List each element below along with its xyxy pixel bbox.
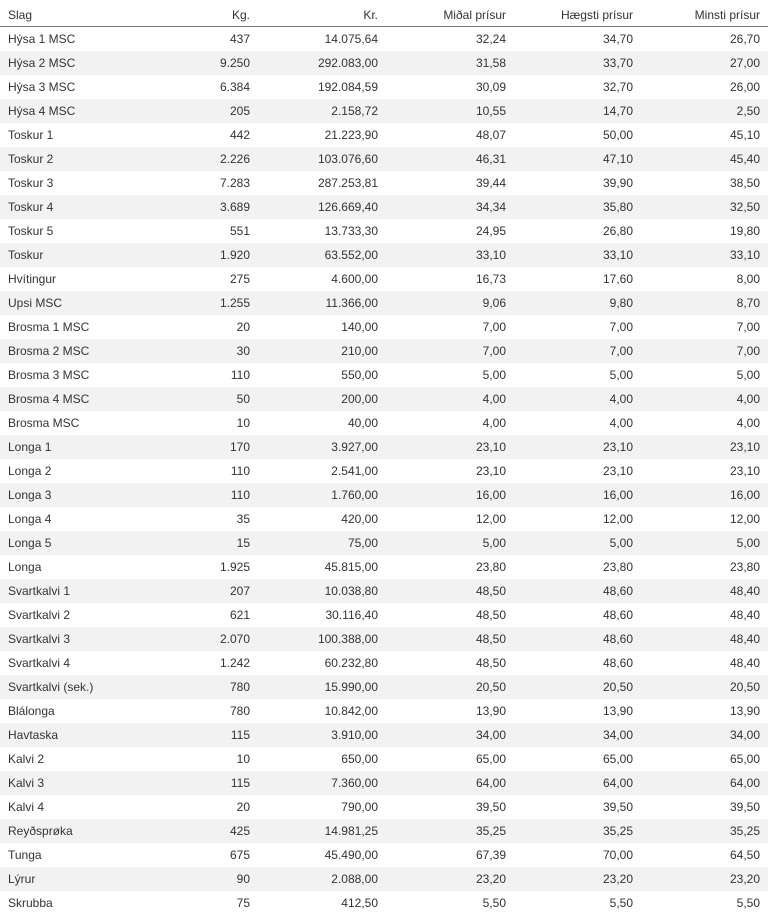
kg-cell: 15 bbox=[150, 531, 258, 555]
kr-cell: 7.360,00 bbox=[258, 771, 386, 795]
species-cell: Brosma MSC bbox=[8, 416, 80, 430]
avg-price-cell: 9,06 bbox=[386, 291, 514, 315]
max-price-cell: 14,70 bbox=[514, 99, 641, 123]
table-row bbox=[0, 507, 768, 531]
species-cell: Tunga bbox=[8, 848, 42, 862]
kg-cell: 170 bbox=[150, 435, 258, 459]
kg-cell: 425 bbox=[150, 819, 258, 843]
table-row bbox=[0, 459, 768, 483]
table-row bbox=[0, 435, 768, 459]
kr-cell: 14.981,25 bbox=[258, 819, 386, 843]
kg-cell: 90 bbox=[150, 867, 258, 891]
min-price-cell: 12,00 bbox=[729, 512, 760, 526]
table-row bbox=[0, 267, 768, 291]
table-row bbox=[0, 27, 768, 52]
kr-cell: 2.088,00 bbox=[258, 867, 386, 891]
max-price-cell: 48,60 bbox=[602, 656, 633, 670]
kg-cell: 6.384 bbox=[219, 80, 250, 94]
kg-cell: 20 bbox=[236, 320, 250, 334]
kr-cell: 15.990,00 bbox=[258, 675, 386, 699]
table-row bbox=[0, 843, 768, 867]
min-price-cell: 5,00 bbox=[641, 531, 768, 555]
kr-cell: 21.223,90 bbox=[324, 128, 378, 142]
max-price-cell: 48,60 bbox=[514, 579, 641, 603]
species-cell: Longa 3 bbox=[0, 483, 150, 507]
max-price-cell: 34,70 bbox=[602, 32, 633, 46]
max-price-cell: 23,10 bbox=[514, 435, 641, 459]
avg-price-cell: 24,95 bbox=[475, 224, 506, 238]
kr-cell: 4.600,00 bbox=[331, 272, 378, 286]
species-cell: Toskur bbox=[0, 243, 150, 267]
avg-price-cell: 67,39 bbox=[475, 848, 506, 862]
table-row bbox=[0, 387, 768, 411]
max-price-cell: 12,00 bbox=[602, 512, 633, 526]
table-row bbox=[0, 651, 768, 675]
column-header-avg-price: Miðal prísur bbox=[386, 4, 514, 27]
kg-cell: 205 bbox=[150, 99, 258, 123]
avg-price-cell: 5,50 bbox=[482, 896, 506, 910]
kr-cell: 192.084,59 bbox=[317, 80, 378, 94]
species-cell: Hýsa 4 MSC bbox=[0, 99, 150, 123]
kg-cell: 50 bbox=[150, 387, 258, 411]
min-price-cell: 65,00 bbox=[729, 752, 760, 766]
kg-cell: 110 bbox=[230, 464, 250, 478]
kg-cell: 442 bbox=[229, 128, 250, 142]
avg-price-cell: 48,50 bbox=[475, 608, 506, 622]
min-price-cell: 64,00 bbox=[641, 771, 768, 795]
species-cell: Lýrur bbox=[0, 867, 150, 891]
max-price-cell: 26,80 bbox=[602, 224, 633, 238]
species-cell: Svartkalvi 3 bbox=[0, 627, 150, 651]
species-cell: Blálonga bbox=[8, 704, 55, 718]
table-row bbox=[0, 315, 768, 339]
kg-cell: 621 bbox=[229, 608, 250, 622]
avg-price-cell: 64,00 bbox=[386, 771, 514, 795]
table-row bbox=[0, 75, 768, 99]
species-cell: Brosma 3 MSC bbox=[8, 368, 90, 382]
species-cell: Upsi MSC bbox=[0, 291, 150, 315]
table-row bbox=[0, 723, 768, 747]
avg-price-cell: 5,00 bbox=[386, 531, 514, 555]
min-price-cell: 45,40 bbox=[641, 147, 768, 171]
min-price-cell: 16,00 bbox=[641, 483, 768, 507]
avg-price-cell: 23,10 bbox=[475, 464, 506, 478]
avg-price-cell: 46,31 bbox=[386, 147, 514, 171]
kr-cell: 2.158,72 bbox=[258, 99, 386, 123]
max-price-cell: 47,10 bbox=[514, 147, 641, 171]
kr-cell: 45.490,00 bbox=[324, 848, 378, 862]
kr-cell: 11.366,00 bbox=[258, 291, 386, 315]
table-row bbox=[0, 147, 768, 171]
table-header bbox=[0, 4, 768, 27]
min-price-cell: 2,50 bbox=[641, 99, 768, 123]
avg-price-cell: 39,44 bbox=[475, 176, 506, 190]
table-row bbox=[0, 411, 768, 435]
species-cell: Reyðsprøka bbox=[0, 819, 150, 843]
max-price-cell: 4,00 bbox=[514, 387, 641, 411]
column-header-min-price: Minsti prísur bbox=[641, 4, 768, 27]
kg-cell: 1.242 bbox=[219, 656, 250, 670]
avg-price-cell: 12,00 bbox=[475, 512, 506, 526]
species-cell: Brosma 2 MSC bbox=[0, 339, 150, 363]
max-price-cell: 50,00 bbox=[602, 128, 633, 142]
max-price-cell: 23,80 bbox=[602, 560, 633, 574]
species-cell: Svartkalvi 2 bbox=[8, 608, 71, 622]
kr-cell: 10.842,00 bbox=[324, 704, 378, 718]
kr-cell: 3.910,00 bbox=[258, 723, 386, 747]
table-row bbox=[0, 123, 768, 147]
species-cell: Longa bbox=[8, 560, 42, 574]
kg-cell: 2.070 bbox=[150, 627, 258, 651]
min-price-cell: 23,80 bbox=[729, 560, 760, 574]
kr-cell: 1.760,00 bbox=[258, 483, 386, 507]
min-price-cell: 7,00 bbox=[736, 320, 760, 334]
max-price-cell: 64,00 bbox=[514, 771, 641, 795]
avg-price-cell: 33,10 bbox=[386, 243, 514, 267]
min-price-cell: 8,00 bbox=[736, 272, 760, 286]
table-row bbox=[0, 531, 768, 555]
kr-cell: 550,00 bbox=[341, 368, 378, 382]
min-price-cell: 13,90 bbox=[729, 704, 760, 718]
avg-price-cell: 31,58 bbox=[386, 51, 514, 75]
kr-cell: 14.075,64 bbox=[324, 32, 378, 46]
kg-cell: 780 bbox=[150, 675, 258, 699]
column-header-kr: Kr. bbox=[258, 4, 386, 27]
min-price-cell: 26,70 bbox=[729, 32, 760, 46]
min-price-cell: 4,00 bbox=[641, 387, 768, 411]
min-price-cell: 26,00 bbox=[729, 80, 760, 94]
kg-cell: 437 bbox=[229, 32, 250, 46]
species-cell: Toskur 1 bbox=[8, 128, 54, 142]
min-price-cell: 23,10 bbox=[729, 464, 760, 478]
species-cell: Brosma 4 MSC bbox=[0, 387, 150, 411]
kg-cell: 675 bbox=[229, 848, 250, 862]
avg-price-cell: 5,00 bbox=[482, 368, 506, 382]
kr-cell: 200,00 bbox=[258, 387, 386, 411]
kg-cell: 110 bbox=[230, 368, 250, 382]
kg-cell: 35 bbox=[236, 512, 250, 526]
kr-cell: 63.552,00 bbox=[258, 243, 386, 267]
table-row bbox=[0, 579, 768, 603]
kg-cell: 115 bbox=[150, 723, 258, 747]
max-price-cell: 23,20 bbox=[514, 867, 641, 891]
max-price-cell: 33,70 bbox=[514, 51, 641, 75]
table-row bbox=[0, 195, 768, 219]
kr-cell: 126.669,40 bbox=[258, 195, 386, 219]
min-price-cell: 32,50 bbox=[641, 195, 768, 219]
min-price-cell: 38,50 bbox=[729, 176, 760, 190]
avg-price-cell: 30,09 bbox=[475, 80, 506, 94]
kr-cell: 210,00 bbox=[258, 339, 386, 363]
max-price-cell: 5,50 bbox=[609, 896, 633, 910]
kr-cell: 40,00 bbox=[347, 416, 378, 430]
kr-cell: 2.541,00 bbox=[331, 464, 378, 478]
table-row bbox=[0, 51, 768, 75]
min-price-cell: 39,50 bbox=[729, 800, 760, 814]
kr-cell: 3.927,00 bbox=[258, 435, 386, 459]
table-row bbox=[0, 339, 768, 363]
min-price-cell: 4,00 bbox=[736, 416, 760, 430]
max-price-cell: 7,00 bbox=[609, 320, 633, 334]
species-cell: Longa 4 bbox=[8, 512, 52, 526]
species-cell: Hvítingur bbox=[8, 272, 57, 286]
table-row bbox=[0, 771, 768, 795]
kg-cell: 20 bbox=[236, 800, 250, 814]
column-header-kg: Kg. bbox=[150, 4, 258, 27]
kg-cell: 10 bbox=[236, 416, 250, 430]
kr-cell: 650,00 bbox=[341, 752, 378, 766]
max-price-cell: 16,00 bbox=[514, 483, 641, 507]
avg-price-cell: 7,00 bbox=[482, 320, 506, 334]
min-price-cell: 20,50 bbox=[641, 675, 768, 699]
avg-price-cell: 4,00 bbox=[482, 416, 506, 430]
species-cell: Svartkalvi 4 bbox=[8, 656, 71, 670]
table-row bbox=[0, 291, 768, 315]
max-price-cell: 48,60 bbox=[514, 627, 641, 651]
species-cell: Toskur 3 bbox=[8, 176, 54, 190]
min-price-cell: 23,10 bbox=[641, 435, 768, 459]
kg-cell: 1.925 bbox=[219, 560, 250, 574]
min-price-cell: 48,40 bbox=[729, 608, 760, 622]
table-row bbox=[0, 171, 768, 195]
species-cell: Kalvi 3 bbox=[0, 771, 150, 795]
max-price-cell: 65,00 bbox=[602, 752, 633, 766]
avg-price-cell: 39,50 bbox=[475, 800, 506, 814]
max-price-cell: 13,90 bbox=[602, 704, 633, 718]
max-price-cell: 7,00 bbox=[514, 339, 641, 363]
avg-price-cell: 35,25 bbox=[386, 819, 514, 843]
kg-cell: 115 bbox=[150, 771, 258, 795]
column-header-slag: Slag bbox=[0, 4, 150, 27]
kg-cell: 9.250 bbox=[150, 51, 258, 75]
kg-cell: 2.226 bbox=[150, 147, 258, 171]
kg-cell: 275 bbox=[229, 272, 250, 286]
avg-price-cell: 23,80 bbox=[475, 560, 506, 574]
table-row bbox=[0, 795, 768, 819]
max-price-cell: 70,00 bbox=[602, 848, 633, 862]
kr-cell: 100.388,00 bbox=[258, 627, 386, 651]
min-price-cell: 48,40 bbox=[641, 579, 768, 603]
min-price-cell: 5,50 bbox=[736, 896, 760, 910]
kg-cell: 3.689 bbox=[150, 195, 258, 219]
kg-cell: 207 bbox=[150, 579, 258, 603]
max-price-cell: 35,80 bbox=[514, 195, 641, 219]
species-cell: Kalvi 4 bbox=[8, 800, 45, 814]
species-cell: Toskur 4 bbox=[0, 195, 150, 219]
avg-price-cell: 20,50 bbox=[386, 675, 514, 699]
species-cell: Svartkalvi 1 bbox=[0, 579, 150, 603]
max-price-cell: 33,10 bbox=[514, 243, 641, 267]
max-price-cell: 9,80 bbox=[514, 291, 641, 315]
kg-cell: 551 bbox=[229, 224, 250, 238]
kr-cell: 75,00 bbox=[258, 531, 386, 555]
avg-price-cell: 4,00 bbox=[386, 387, 514, 411]
table-row bbox=[0, 699, 768, 723]
price-table bbox=[0, 4, 768, 915]
max-price-cell: 35,25 bbox=[514, 819, 641, 843]
species-cell: Hýsa 1 MSC bbox=[8, 32, 76, 46]
kg-cell: 110 bbox=[150, 483, 258, 507]
avg-price-cell: 16,73 bbox=[475, 272, 506, 286]
avg-price-cell: 23,20 bbox=[386, 867, 514, 891]
species-cell: Svartkalvi (sek.) bbox=[0, 675, 150, 699]
kr-cell: 790,00 bbox=[341, 800, 378, 814]
kr-cell: 103.076,60 bbox=[258, 147, 386, 171]
min-price-cell: 48,40 bbox=[729, 656, 760, 670]
kr-cell: 140,00 bbox=[341, 320, 378, 334]
kr-cell: 412,50 bbox=[341, 896, 378, 910]
min-price-cell: 27,00 bbox=[641, 51, 768, 75]
species-cell: Longa 1 bbox=[0, 435, 150, 459]
kg-cell: 7.283 bbox=[219, 176, 250, 190]
kg-cell: 30 bbox=[150, 339, 258, 363]
min-price-cell: 23,20 bbox=[641, 867, 768, 891]
min-price-cell: 34,00 bbox=[641, 723, 768, 747]
avg-price-cell: 13,90 bbox=[475, 704, 506, 718]
max-price-cell: 48,60 bbox=[602, 608, 633, 622]
max-price-cell: 32,70 bbox=[602, 80, 633, 94]
table-row bbox=[0, 99, 768, 123]
min-price-cell: 45,10 bbox=[729, 128, 760, 142]
avg-price-cell: 48,50 bbox=[386, 579, 514, 603]
avg-price-cell: 34,34 bbox=[386, 195, 514, 219]
max-price-cell: 17,60 bbox=[602, 272, 633, 286]
max-price-cell: 39,50 bbox=[602, 800, 633, 814]
species-cell: Brosma 1 MSC bbox=[8, 320, 90, 334]
min-price-cell: 7,00 bbox=[641, 339, 768, 363]
species-cell: Hýsa 3 MSC bbox=[8, 80, 76, 94]
min-price-cell: 8,70 bbox=[641, 291, 768, 315]
kr-cell: 45.815,00 bbox=[324, 560, 378, 574]
kr-cell: 30.116,40 bbox=[325, 608, 378, 622]
avg-price-cell: 23,10 bbox=[386, 435, 514, 459]
max-price-cell: 4,00 bbox=[609, 416, 633, 430]
table-row bbox=[0, 363, 768, 387]
species-cell: Skrubba bbox=[8, 896, 53, 910]
avg-price-cell: 48,50 bbox=[386, 627, 514, 651]
max-price-cell: 23,10 bbox=[602, 464, 633, 478]
avg-price-cell: 48,07 bbox=[475, 128, 506, 142]
species-cell: Toskur 5 bbox=[8, 224, 54, 238]
kr-cell: 292.083,00 bbox=[258, 51, 386, 75]
kr-cell: 287.253,81 bbox=[317, 176, 378, 190]
min-price-cell: 19,80 bbox=[729, 224, 760, 238]
table-row bbox=[0, 867, 768, 891]
max-price-cell: 34,00 bbox=[514, 723, 641, 747]
kr-cell: 10.038,80 bbox=[258, 579, 386, 603]
kg-cell: 1.920 bbox=[150, 243, 258, 267]
min-price-cell: 64,50 bbox=[729, 848, 760, 862]
min-price-cell: 35,25 bbox=[641, 819, 768, 843]
table-row bbox=[0, 483, 768, 507]
avg-price-cell: 16,00 bbox=[386, 483, 514, 507]
max-price-cell: 5,00 bbox=[609, 368, 633, 382]
kr-cell: 13.733,30 bbox=[324, 224, 378, 238]
table-row bbox=[0, 675, 768, 699]
kg-cell: 75 bbox=[236, 896, 250, 910]
table-row bbox=[0, 243, 768, 267]
avg-price-cell: 32,24 bbox=[475, 32, 506, 46]
kr-cell: 420,00 bbox=[341, 512, 378, 526]
header-row bbox=[0, 4, 768, 27]
table-row bbox=[0, 891, 768, 915]
min-price-cell: 5,00 bbox=[736, 368, 760, 382]
min-price-cell: 48,40 bbox=[641, 627, 768, 651]
max-price-cell: 20,50 bbox=[514, 675, 641, 699]
avg-price-cell: 7,00 bbox=[386, 339, 514, 363]
table-row bbox=[0, 627, 768, 651]
species-cell: Toskur 2 bbox=[0, 147, 150, 171]
kr-cell: 60.232,80 bbox=[324, 656, 378, 670]
table-row bbox=[0, 219, 768, 243]
avg-price-cell: 48,50 bbox=[475, 656, 506, 670]
species-cell: Havtaska bbox=[0, 723, 150, 747]
table-row bbox=[0, 819, 768, 843]
table-row bbox=[0, 747, 768, 771]
table-body bbox=[0, 27, 768, 916]
max-price-cell: 39,90 bbox=[602, 176, 633, 190]
column-header-max-price: Hægsti prísur bbox=[514, 4, 641, 27]
species-cell: Longa 2 bbox=[8, 464, 52, 478]
table-row bbox=[0, 603, 768, 627]
min-price-cell: 33,10 bbox=[641, 243, 768, 267]
avg-price-cell: 34,00 bbox=[386, 723, 514, 747]
species-cell: Hýsa 2 MSC bbox=[0, 51, 150, 75]
avg-price-cell: 10,55 bbox=[386, 99, 514, 123]
species-cell: Kalvi 2 bbox=[8, 752, 45, 766]
kg-cell: 1.255 bbox=[150, 291, 258, 315]
table-row bbox=[0, 555, 768, 579]
species-cell: Longa 5 bbox=[0, 531, 150, 555]
max-price-cell: 5,00 bbox=[514, 531, 641, 555]
kg-cell: 10 bbox=[236, 752, 250, 766]
kg-cell: 780 bbox=[229, 704, 250, 718]
avg-price-cell: 65,00 bbox=[475, 752, 506, 766]
